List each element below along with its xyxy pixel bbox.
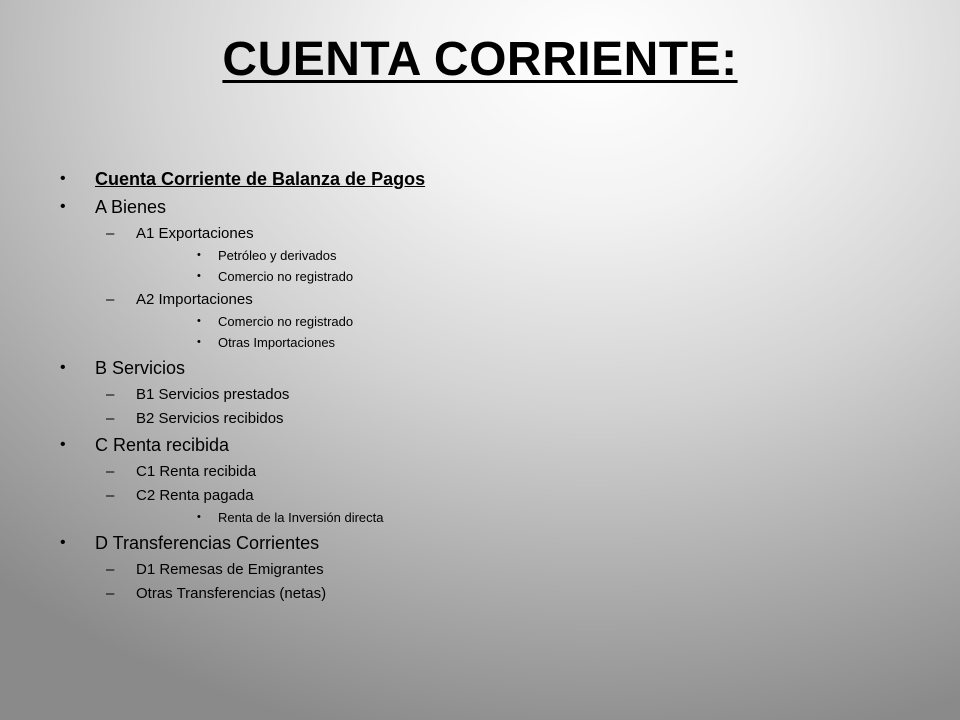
outline-heading-text[interactable]: Cuenta Corriente de Balanza de Pagos (95, 169, 426, 189)
outline-item-label: B Servicios (95, 358, 186, 378)
detail-item (197, 268, 920, 285)
outline-item (60, 196, 920, 351)
outline-items (60, 196, 920, 603)
detail-list (101, 313, 920, 351)
outline-item (60, 434, 920, 526)
outline-item (60, 532, 920, 603)
sub-list (95, 385, 920, 428)
bullet-icon: • (60, 436, 66, 453)
detail-item-label: Otras Importaciones (218, 335, 336, 350)
sub-item-label: C2 Renta pagada (136, 487, 254, 504)
sub-list (95, 462, 920, 526)
sub-item (60, 409, 920, 428)
outline-item-label: A Bienes (95, 197, 167, 217)
sub-item-label: C1 Renta recibida (136, 463, 257, 480)
outline (60, 168, 920, 609)
sub-item (60, 462, 920, 481)
sub-item (60, 385, 920, 404)
bullet-icon: • (197, 270, 201, 282)
outline-list (60, 168, 920, 190)
sub-item (60, 560, 920, 579)
dash-icon: – (106, 410, 115, 427)
sub-item-label: B2 Servicios recibidos (136, 410, 284, 427)
detail-item-label: Renta de la Inversión directa (218, 510, 384, 525)
outline-item-label: D Transferencias Corrientes (95, 533, 320, 553)
outline-item-label: C Renta recibida (95, 435, 230, 455)
outline-heading (60, 168, 920, 190)
bullet-icon: • (197, 511, 201, 523)
sub-list (95, 560, 920, 603)
detail-item (197, 509, 920, 526)
bullet-icon: • (197, 249, 201, 261)
bullet-icon: • (60, 170, 66, 187)
dash-icon: – (106, 291, 115, 308)
detail-list (101, 509, 920, 526)
sub-item-label: A2 Importaciones (136, 291, 253, 308)
dash-icon: – (106, 463, 115, 480)
sub-item-label: A1 Exportaciones (136, 225, 254, 242)
sub-item-label: B1 Servicios prestados (136, 386, 290, 403)
detail-item (197, 247, 920, 264)
sub-item (60, 486, 920, 526)
detail-item-label: Comercio no registrado (218, 269, 354, 284)
detail-item-label: Comercio no registrado (218, 314, 354, 329)
dash-icon: – (106, 225, 115, 242)
dash-icon: – (106, 561, 115, 578)
detail-list (101, 247, 920, 285)
detail-item (197, 313, 920, 330)
sub-item-label: Otras Transferencias (netas) (136, 585, 327, 602)
dash-icon: – (106, 386, 115, 403)
sub-item-label: D1 Remesas de Emigrantes (136, 561, 324, 578)
bullet-icon: • (60, 534, 66, 551)
sub-list (95, 224, 920, 351)
detail-item-label: Petróleo y derivados (218, 248, 337, 263)
bullet-icon: • (60, 359, 66, 376)
slide-title: CUENTA CORRIENTE: (222, 33, 738, 86)
bullet-icon: • (197, 336, 201, 348)
sub-item (60, 290, 920, 351)
sub-item (60, 584, 920, 603)
bullet-icon: • (60, 198, 66, 215)
dash-icon: – (106, 487, 115, 504)
outline-item (60, 357, 920, 428)
bullet-icon: • (197, 315, 201, 327)
detail-item (197, 334, 920, 351)
dash-icon: – (106, 585, 115, 602)
sub-item (60, 224, 920, 285)
